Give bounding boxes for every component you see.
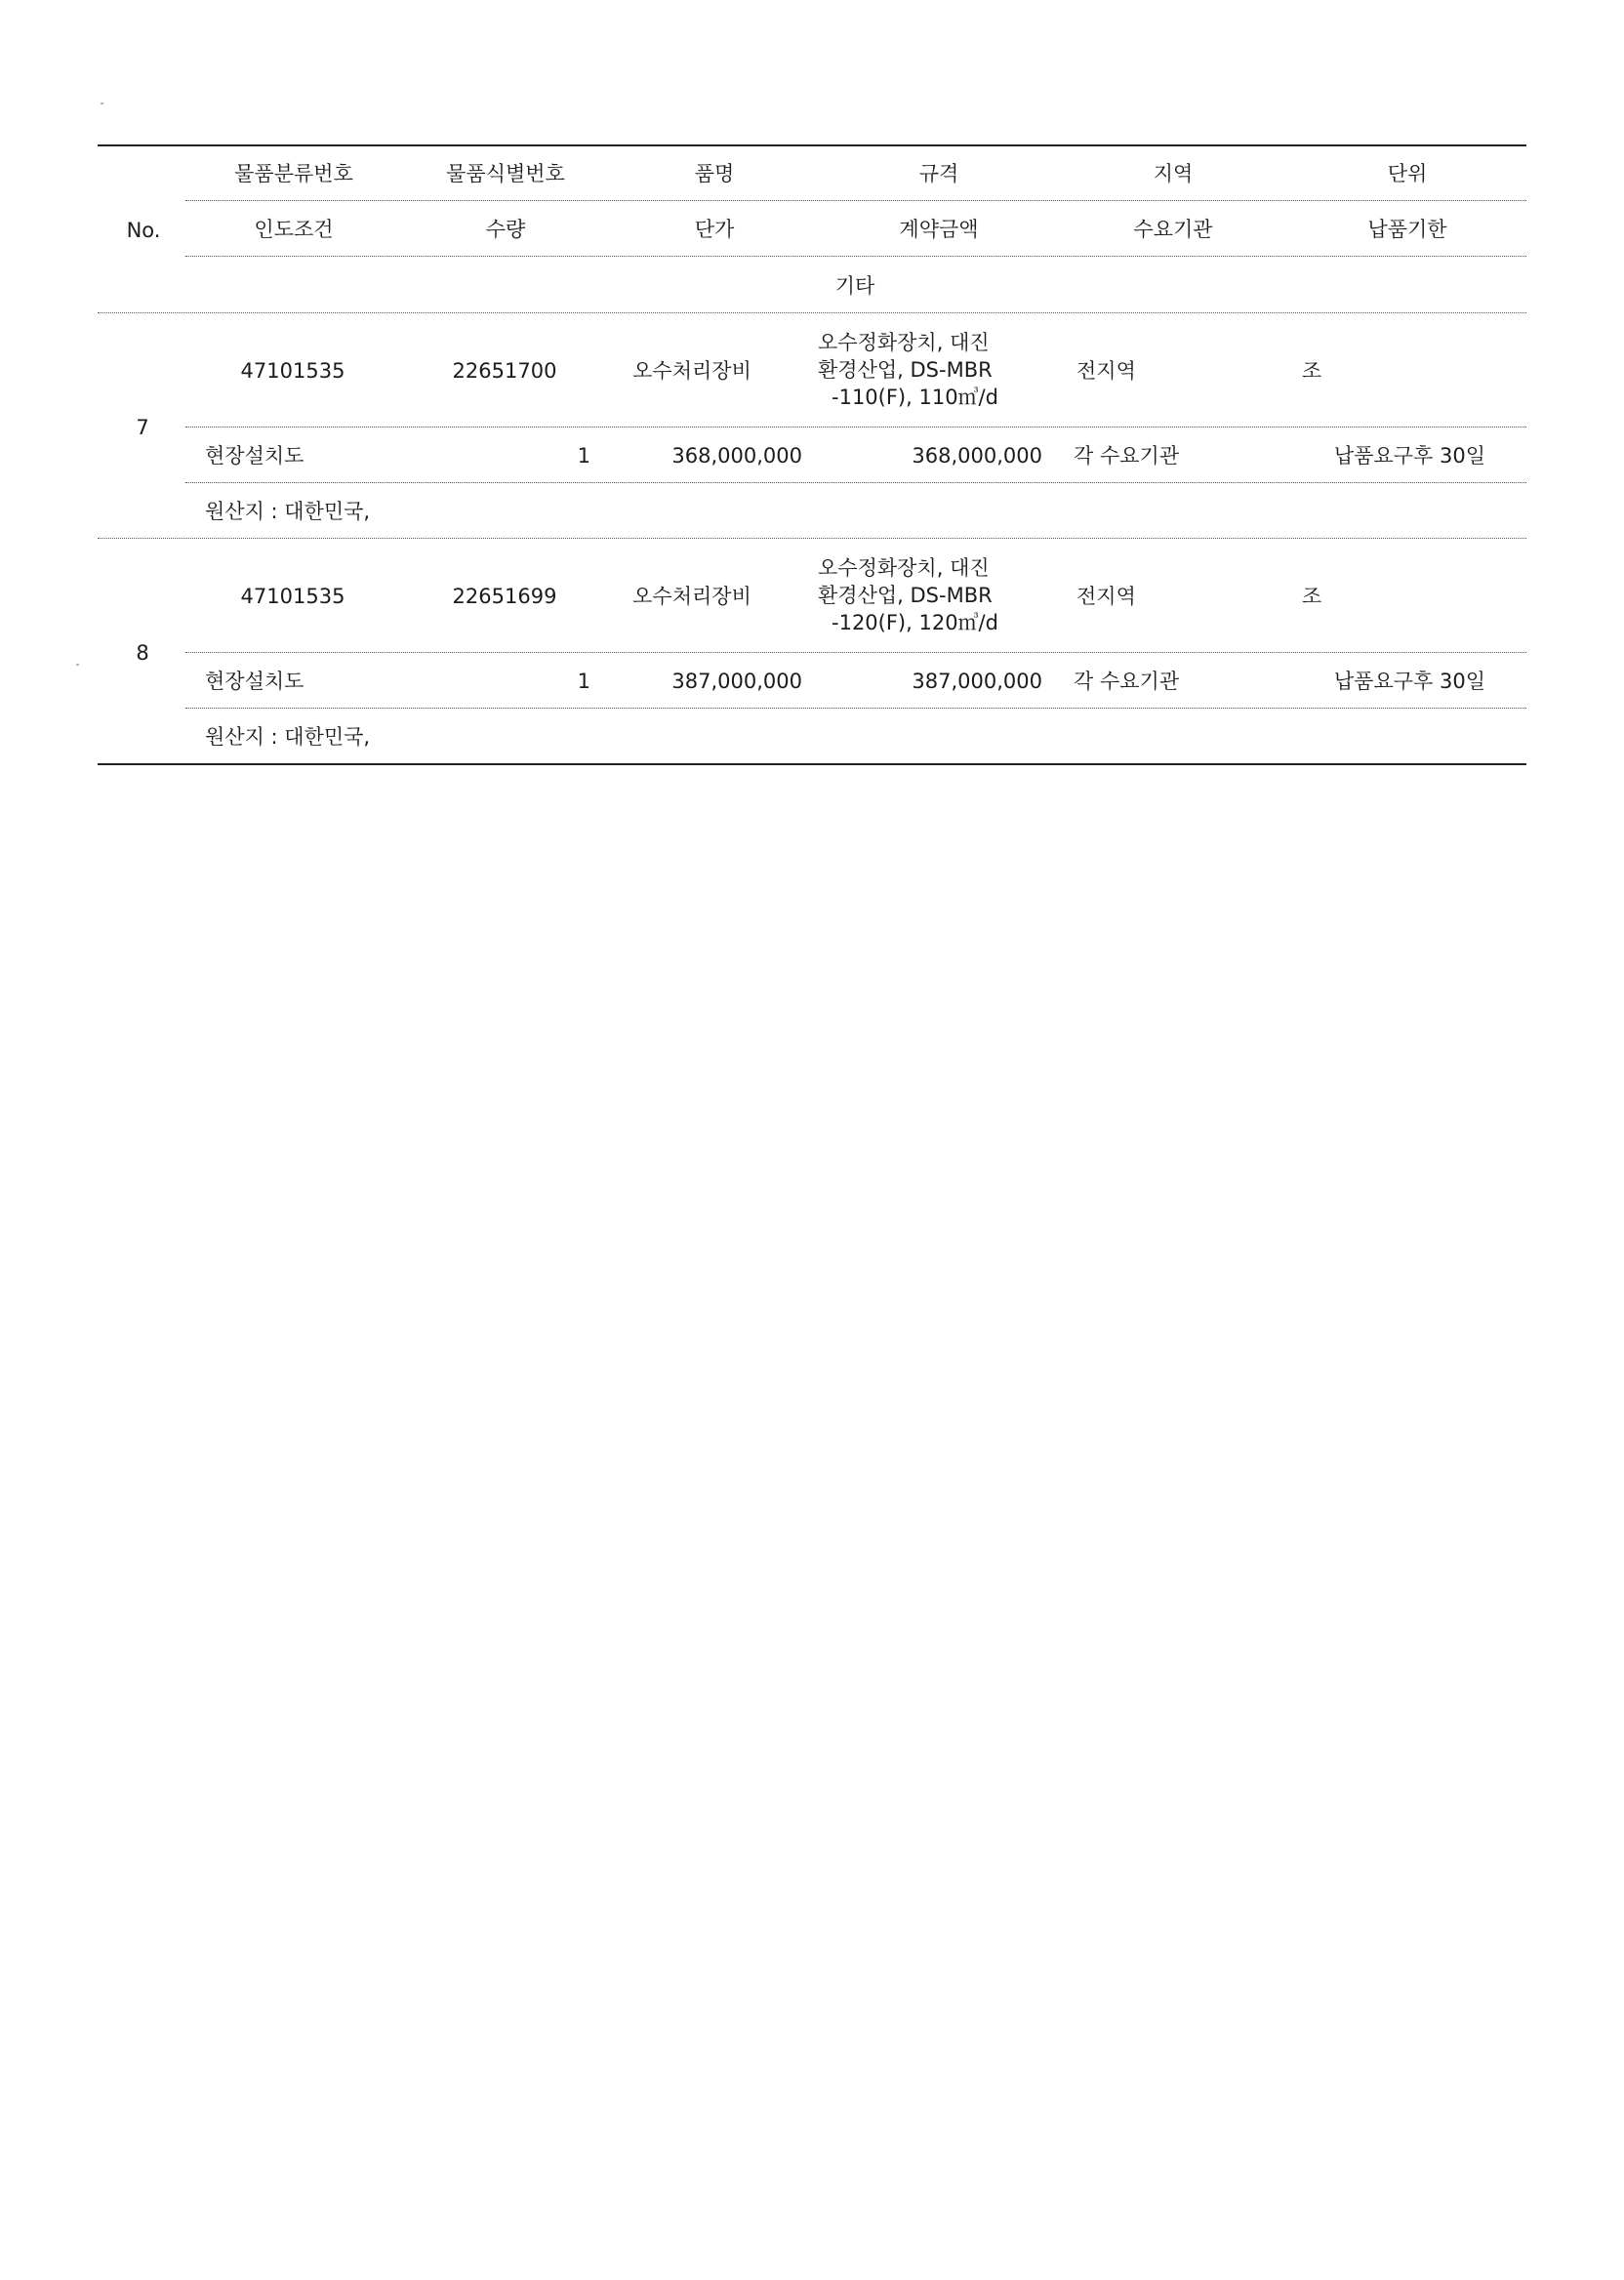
header-class-no: 물품분류번호 xyxy=(234,162,353,185)
item-class-no: 47101535 xyxy=(240,359,345,383)
item-delivery-terms: 현장설치도 xyxy=(205,444,304,468)
scan-speck xyxy=(101,102,103,104)
item-id-no: 22651699 xyxy=(452,585,557,608)
item-no: 7 xyxy=(136,416,149,439)
header-etc: 기타 xyxy=(834,274,875,298)
item-agency: 각 수요기관 xyxy=(1074,670,1180,693)
item-divider xyxy=(185,482,1526,483)
item-spec-line: -110(F), 110㎥/d xyxy=(832,386,998,409)
header-bottom-rule xyxy=(98,312,1526,313)
item-spec-line: 환경산업, DS-MBR xyxy=(818,584,993,607)
item-unit: 조 xyxy=(1301,359,1322,383)
item-deadline: 납품요구후 30일 xyxy=(1333,444,1485,468)
item-id-no: 22651700 xyxy=(452,359,557,383)
item-agency: 각 수요기관 xyxy=(1074,444,1180,468)
header-agency: 수요기관 xyxy=(1133,218,1213,241)
item-spec-line: -120(F), 120㎥/d xyxy=(832,611,998,634)
item-quantity: 1 xyxy=(577,444,590,468)
item-deadline: 납품요구후 30일 xyxy=(1333,670,1485,693)
item-divider xyxy=(185,708,1526,709)
item-contract-amount: 387,000,000 xyxy=(912,670,1042,693)
header-delivery-terms: 인도조건 xyxy=(254,218,334,241)
item-contract-amount: 368,000,000 xyxy=(912,444,1042,468)
header-contract-amount: 계약금액 xyxy=(899,218,979,241)
item-region: 전지역 xyxy=(1076,585,1136,608)
item-divider xyxy=(185,427,1526,428)
item-spec-line: 오수정화장치, 대진 xyxy=(818,331,990,354)
header-divider xyxy=(185,256,1526,257)
item-name: 오수처리장비 xyxy=(632,585,751,608)
item-class-no: 47101535 xyxy=(240,585,345,608)
item-delivery-terms: 현장설치도 xyxy=(205,670,304,693)
header-region: 지역 xyxy=(1153,162,1194,185)
item-unit: 조 xyxy=(1301,585,1322,608)
item-name: 오수처리장비 xyxy=(632,359,751,383)
header-name: 품명 xyxy=(694,162,735,185)
item-etc: 원산지 : 대한민국, xyxy=(205,500,371,523)
item-unit-price: 387,000,000 xyxy=(671,670,802,693)
item-bottom-rule xyxy=(98,538,1526,539)
item-region: 전지역 xyxy=(1076,359,1136,383)
item-divider xyxy=(185,652,1526,653)
item-quantity: 1 xyxy=(577,670,590,693)
header-deadline: 납품기한 xyxy=(1367,218,1447,241)
scan-speck xyxy=(76,664,79,666)
item-spec-line: 환경산업, DS-MBR xyxy=(818,358,993,382)
header-unit: 단위 xyxy=(1387,162,1428,185)
header-divider xyxy=(185,200,1526,201)
header-id-no: 물품식별번호 xyxy=(446,162,565,185)
header-unit-price: 단가 xyxy=(694,218,735,241)
item-spec-line: 오수정화장치, 대진 xyxy=(818,556,990,580)
item-etc: 원산지 : 대한민국, xyxy=(205,725,371,749)
item-no: 8 xyxy=(136,641,149,665)
header-spec: 규격 xyxy=(918,162,959,185)
header-quantity: 수량 xyxy=(485,218,526,241)
header-no: No. xyxy=(126,219,161,242)
item-unit-price: 368,000,000 xyxy=(671,444,802,468)
table-bottom-rule xyxy=(98,763,1526,765)
table-top-rule xyxy=(98,144,1526,146)
